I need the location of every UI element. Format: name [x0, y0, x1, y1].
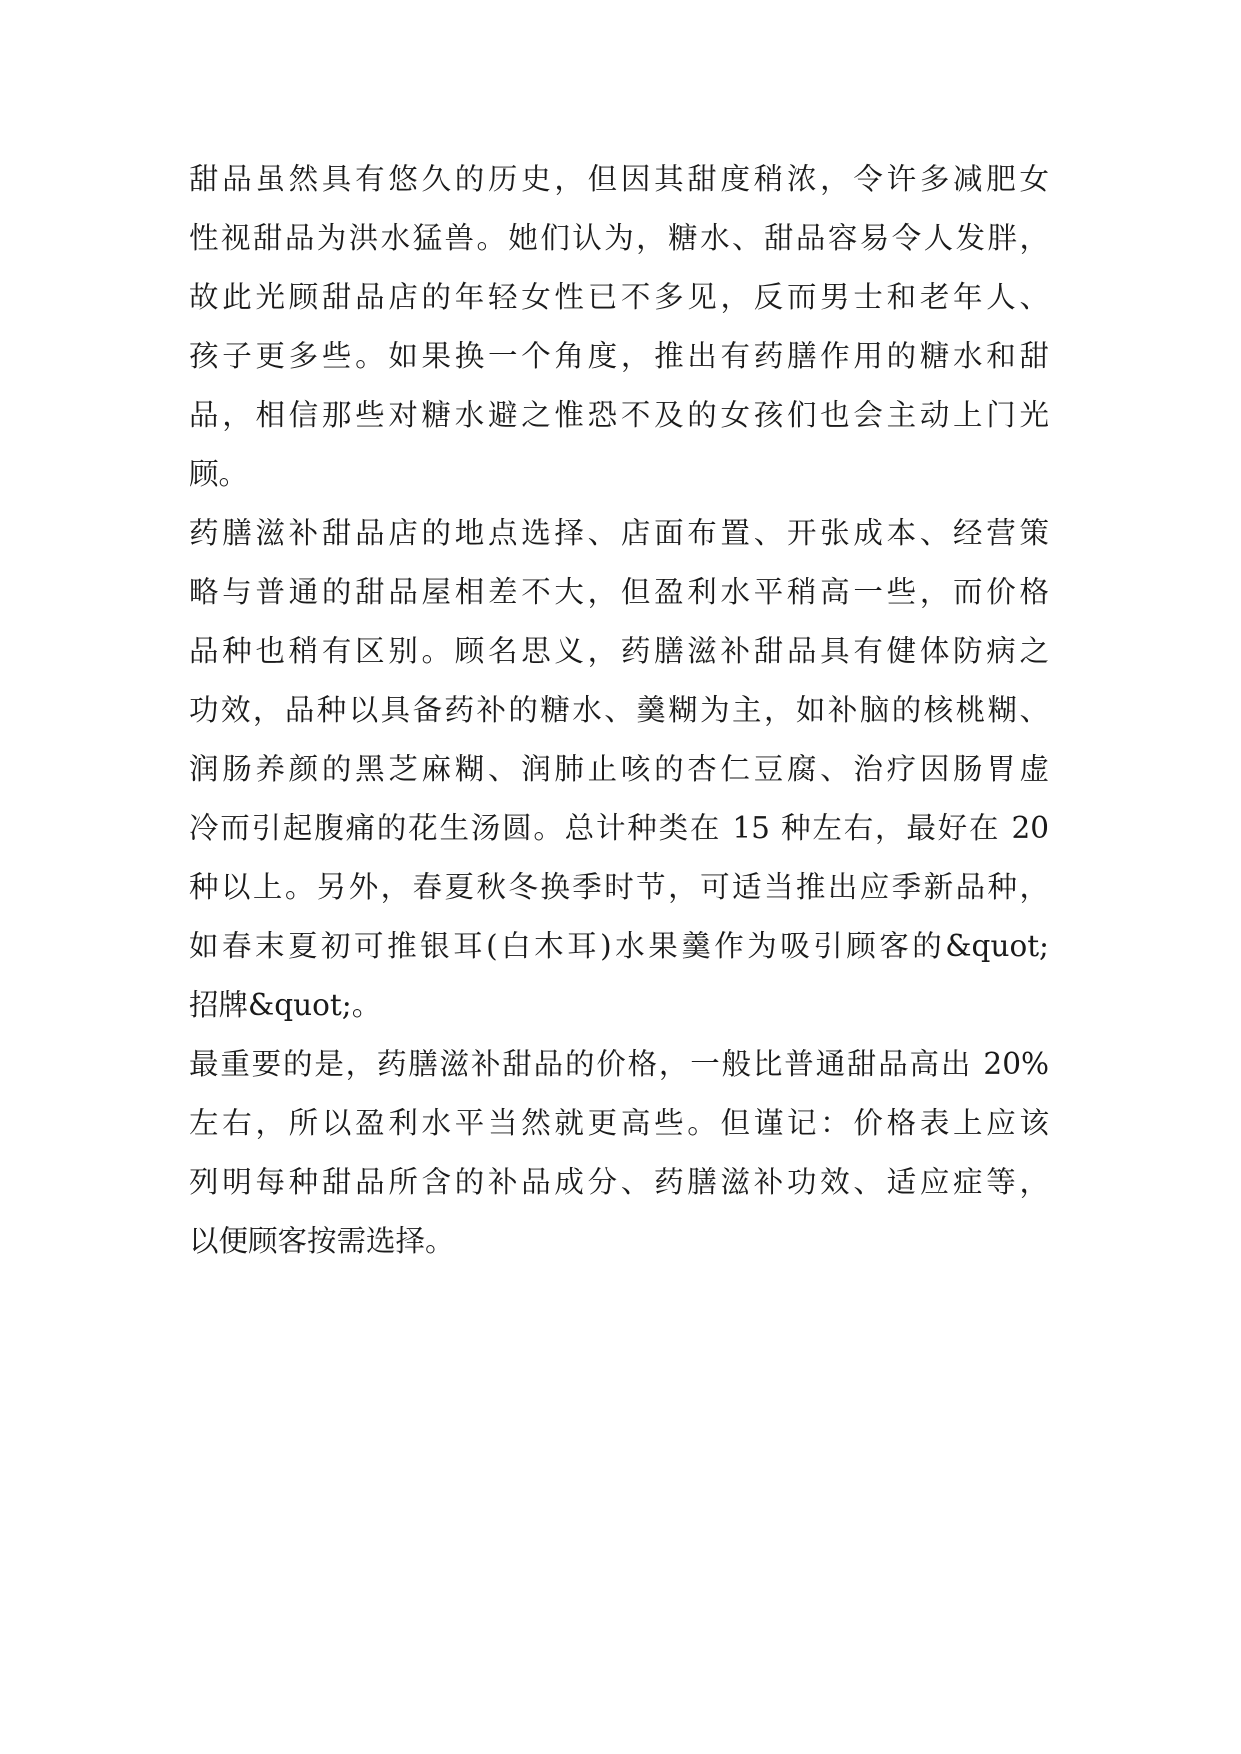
document-body: [189, 150, 1049, 1271]
text-line: 甜品虽然具有悠久的历史，但因其甜度稍浓，令许多减肥女: [189, 162, 1049, 196]
paragraph-2: [189, 504, 1049, 1035]
text-line: 润肠养颜的黑芝麻糊、润肺止咳的杏仁豆腐、治疗因肠胃虚: [189, 752, 1049, 786]
text-line: 品，相信那些对糖水避之惟恐不及的女孩们也会主动上门光: [189, 398, 1049, 432]
text-line: 药膳滋补甜品店的地点选择、店面布置、开张成本、经营策: [189, 516, 1049, 550]
text-line: 功效，品种以具备药补的糖水、羹糊为主，如补脑的核桃糊、: [189, 693, 1049, 727]
text-line: 种以上。另外，春夏秋冬换季时节，可适当推出应季新品种，: [189, 870, 1049, 904]
text-line: 招牌&quot;。: [189, 988, 382, 1022]
paragraph-1: [189, 150, 1049, 504]
text-line: 左右，所以盈利水平当然就更高些。但谨记：价格表上应该: [189, 1106, 1049, 1140]
text-line: 故此光顾甜品店的年轻女性已不多见，反而男士和老年人、: [189, 280, 1049, 314]
text-line: 孩子更多些。如果换一个角度，推出有药膳作用的糖水和甜: [189, 339, 1049, 373]
text-line: 品种也稍有区别。顾名思义，药膳滋补甜品具有健体防病之: [189, 634, 1049, 668]
text-line: 以便顾客按需选择。: [189, 1224, 455, 1258]
text-line: 顾。: [189, 457, 249, 491]
paragraph-3: [189, 1035, 1049, 1271]
text-line: 性视甜品为洪水猛兽。她们认为，糖水、甜品容易令人发胖，: [189, 221, 1049, 255]
text-line: 冷而引起腹痛的花生汤圆。总计种类在 15 种左右，最好在 20: [189, 811, 1049, 845]
text-line: 列明每种甜品所含的补品成分、药膳滋补功效、适应症等，: [189, 1165, 1049, 1199]
text-line: 最重要的是，药膳滋补甜品的价格，一般比普通甜品高出 20%: [189, 1047, 1049, 1081]
text-line: 如春末夏初可推银耳(白木耳)水果羹作为吸引顾客的&quot;: [189, 929, 1049, 963]
text-line: 略与普通的甜品屋相差不大，但盈利水平稍高一些，而价格: [189, 575, 1049, 609]
